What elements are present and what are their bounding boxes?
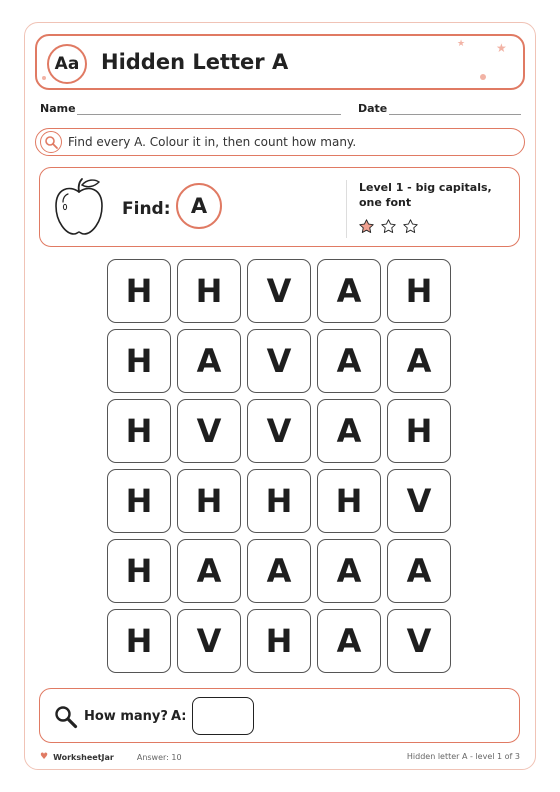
letter-tile[interactable]: H (107, 609, 171, 673)
letter-tile[interactable]: H (107, 259, 171, 323)
apple-icon (52, 176, 106, 238)
letter-tile[interactable]: A (317, 539, 381, 603)
letter-tile[interactable]: H (247, 609, 311, 673)
letter-count-label: A: (171, 709, 187, 724)
letter-tile[interactable]: H (387, 399, 451, 463)
divider (346, 180, 347, 238)
decor-dot (480, 74, 486, 80)
answer-key: Answer: 10 (136, 752, 182, 762)
sparkle-icon: ★ (457, 39, 466, 49)
letter-tile[interactable]: H (177, 259, 241, 323)
letter-tile[interactable]: H (107, 329, 171, 393)
name-field[interactable] (77, 114, 341, 115)
letter-tile[interactable]: A (247, 539, 311, 603)
letter-tile[interactable]: V (177, 609, 241, 673)
magnifier-icon (40, 131, 62, 153)
letter-tile[interactable]: A (317, 399, 381, 463)
letter-tile[interactable]: H (317, 469, 381, 533)
target-letter: A (176, 183, 222, 229)
star-empty-icon (402, 218, 419, 235)
star-filled-icon (358, 218, 375, 235)
date-label: Date (358, 102, 388, 115)
star-empty-icon (380, 218, 397, 235)
letter-tile[interactable]: A (387, 539, 451, 603)
heart-icon: ♥ (40, 752, 49, 762)
letter-tile[interactable]: H (387, 259, 451, 323)
decor-dot (42, 76, 46, 80)
letter-tile[interactable]: V (247, 259, 311, 323)
letter-tile[interactable]: H (107, 399, 171, 463)
footer-brand (40, 752, 182, 762)
letter-tile[interactable]: A (177, 539, 241, 603)
instruction-text: Find every A. Colour it in, then count how many. (68, 135, 357, 149)
instruction-bar (35, 128, 525, 156)
letter-tile[interactable]: V (387, 609, 451, 673)
letter-tile[interactable]: A (317, 259, 381, 323)
letter-tile[interactable]: H (107, 469, 171, 533)
page-title: Hidden Letter A (101, 50, 289, 74)
magnifier-icon (54, 705, 78, 729)
sparkle-icon: ★ (496, 41, 507, 55)
title-banner (35, 34, 525, 90)
find-panel (39, 167, 520, 247)
letter-tile[interactable]: A (387, 329, 451, 393)
footer-page-info: Hidden letter A - level 1 of 3 (406, 752, 520, 761)
date-field[interactable] (389, 114, 521, 115)
letter-tile[interactable]: A (177, 329, 241, 393)
letter-tile[interactable]: A (317, 609, 381, 673)
difficulty-rating (358, 218, 419, 235)
name-label: Name (40, 102, 76, 115)
letter-grid (107, 259, 451, 673)
letter-tile[interactable]: V (247, 399, 311, 463)
letter-tile[interactable]: H (247, 469, 311, 533)
letter-tile[interactable]: H (177, 469, 241, 533)
letter-tile[interactable]: A (317, 329, 381, 393)
level-text: Level 1 - big capitals, one font (359, 181, 492, 209)
answer-input[interactable] (192, 697, 254, 735)
letter-tile[interactable]: V (177, 399, 241, 463)
letter-tile[interactable]: H (107, 539, 171, 603)
count-panel (39, 688, 520, 743)
find-label: Find: (122, 199, 171, 219)
how-many-label: How many? (84, 709, 168, 724)
brand-name: WorksheetJar (53, 752, 114, 762)
letter-tile[interactable]: V (387, 469, 451, 533)
letter-tile[interactable]: V (247, 329, 311, 393)
letter-badge: Aa (47, 44, 87, 84)
